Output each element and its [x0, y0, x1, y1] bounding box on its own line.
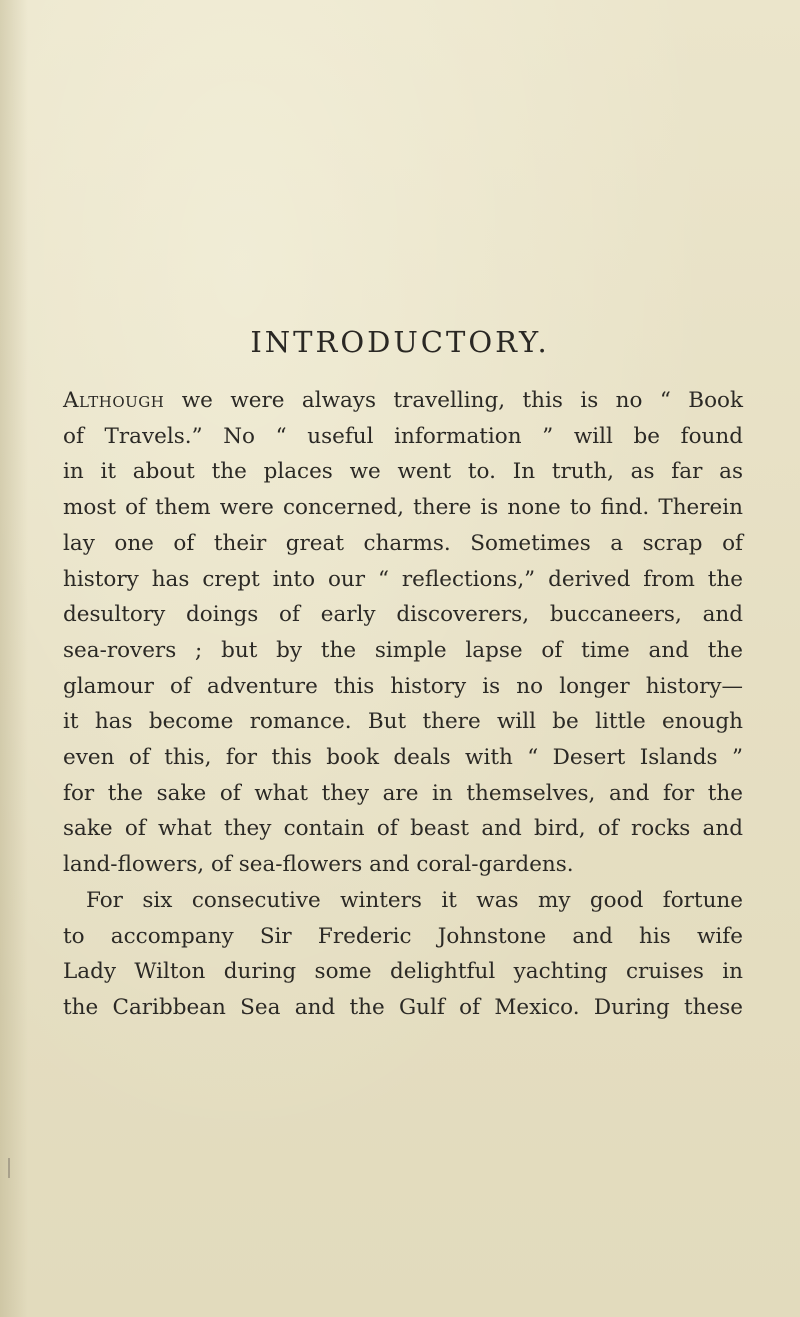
chapter-heading: INTRODUCTORY. [250, 325, 550, 359]
text-line: For six consecutive winters it was my good fortune [86, 887, 743, 913]
text-line: sea-rovers ; but by the simple lapse of time and the [63, 637, 743, 663]
lead-word: Although [63, 388, 165, 413]
text-line: glamour of adventure this history is no longer history— [63, 673, 743, 699]
text-line: desultory doings of early discoverers, buccaneers, and [63, 602, 743, 628]
text-line: to accompany Sir Frederic Johnstone and his wife [63, 923, 743, 949]
text-line: sake of what they contain of beast and bird, of rocks and [63, 816, 743, 842]
text-line: even of this, for this book deals with “ Desert Islands ” [63, 745, 743, 771]
text-line: for the sake of what they are in themselves, and for the [63, 780, 743, 806]
text-line: of Travels.” No “ useful information ” will be found [63, 423, 743, 449]
body-text [63, 383, 743, 1026]
text-line: most of them were concerned, there is none to find. Therein [63, 495, 743, 521]
text-line: land-flowers, of sea-flowers and coral-gardens. [63, 852, 574, 878]
text-line: the Caribbean Sea and the Gulf of Mexico. During these [63, 994, 743, 1020]
text-line: it has become romance. But there will be little enough [63, 709, 743, 735]
text-line: history has crept into our “ reflections,” derived from the [63, 566, 743, 592]
text-line: Lady Wilton during some delightful yachting cruises in [63, 959, 743, 985]
text-line: Although we were always travelling, this is no “ Book [63, 388, 743, 413]
page-gutter-shadow [0, 0, 28, 1317]
text-line: lay one of their great charms. Sometimes a scrap of [63, 530, 743, 556]
text-line: in it about the places we went to. In truth, as far as [63, 459, 743, 485]
page-blemish [8, 1158, 10, 1178]
